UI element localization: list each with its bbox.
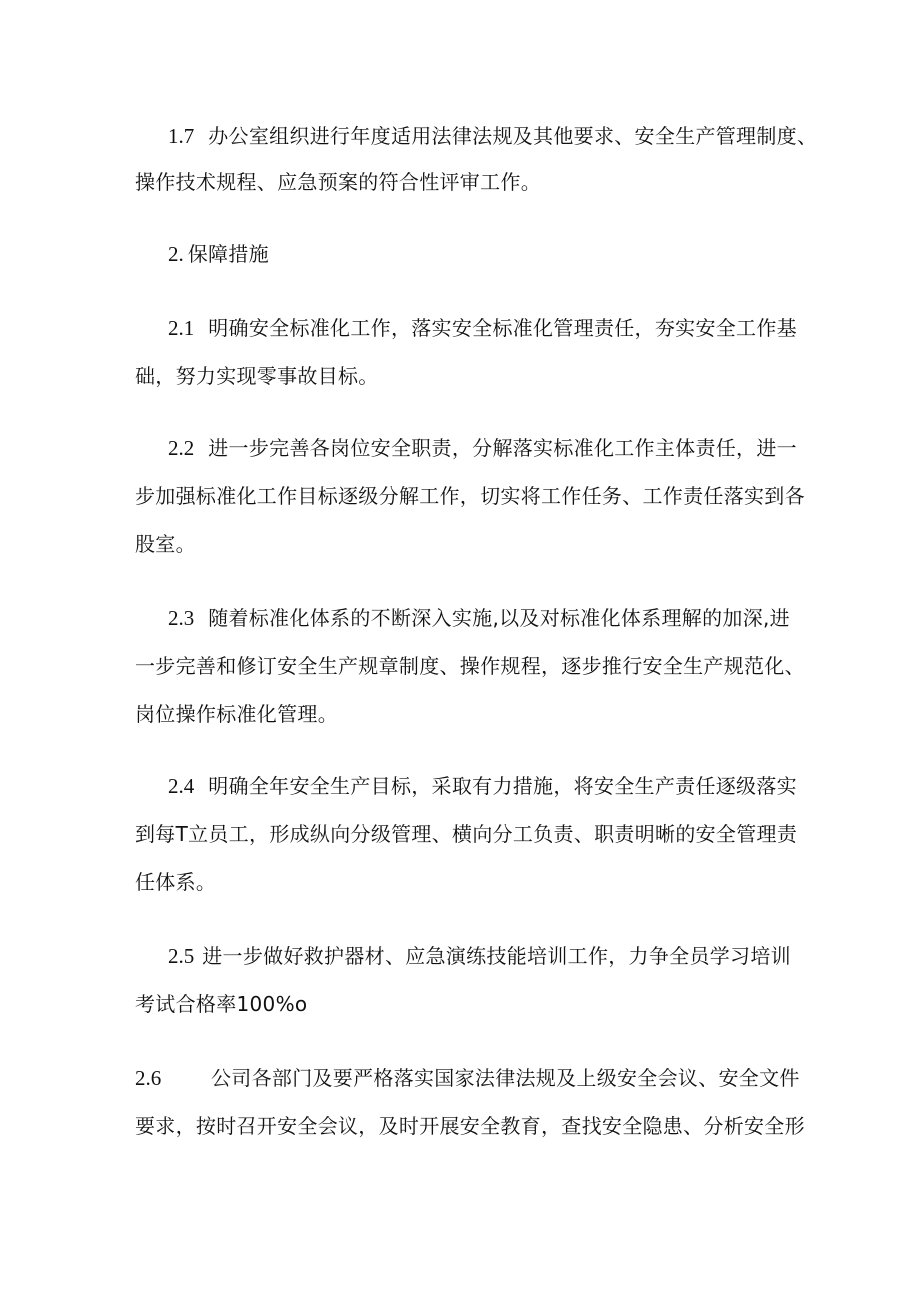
paragraph-2-1-line-2 (135, 362, 379, 390)
paragraph-text: 股室。 (135, 532, 196, 556)
section-number: 2.2 (168, 436, 195, 460)
paragraph-2-6-line-1 (135, 1064, 800, 1092)
section-number: 2.3 (168, 606, 195, 630)
paragraph-2-3-line-3 (135, 700, 338, 728)
paragraph-2-6-line-2 (135, 1112, 805, 1140)
paragraph-text: 进一步完善各岗位安全职责，分解落实标准化工作主体责任，进一 (208, 436, 797, 460)
paragraph-2-5-line-1 (168, 942, 791, 970)
section-number: 2. (168, 242, 184, 266)
paragraph-2-4-line-1 (168, 772, 797, 800)
paragraph-text: 明确全年安全生产目标，采取有力措施，将安全生产责任逐级落实 (208, 774, 797, 798)
heading-2 (168, 240, 269, 268)
paragraph-text: 随着标准化体系的不断深入实施,以及对标准化体系理解的加深,进 (208, 606, 790, 630)
paragraph-text: 步加强标准化工作目标逐级分解工作，切实将工作任务、工作责任落实到各 (135, 484, 805, 508)
paragraph-text: 考试合格率100%o (135, 992, 308, 1016)
paragraph-2-4-line-3 (135, 868, 216, 896)
paragraph-2-2-line-1 (168, 434, 797, 462)
paragraph-2-2-line-3 (135, 530, 196, 558)
paragraph-1-7-line-2 (135, 168, 541, 196)
paragraph-text: 一步完善和修订安全生产规章制度、操作规程，逐步推行安全生产规范化、 (135, 654, 805, 678)
section-number: 1.7 (168, 124, 195, 148)
section-number: 2.6 (135, 1066, 162, 1090)
paragraph-text: 础，努力实现零事故目标。 (135, 364, 379, 388)
paragraph-text: 任体系。 (135, 870, 217, 894)
paragraph-text: 进一步做好救护器材、应急演练技能培训工作，力争全员学习培训 (202, 944, 791, 968)
paragraph-text: 操作技术规程、应急预案的符合性评审工作。 (135, 170, 541, 194)
section-number: 2.4 (168, 774, 195, 798)
paragraph-text: 明确安全标准化工作，落实安全标准化管理责任，夯实安全工作基 (208, 316, 797, 340)
paragraph-text: 办公室组织进行年度适用法律法规及其他要求、安全生产管理制度、 (208, 124, 818, 148)
paragraph-2-5-line-2 (135, 990, 307, 1018)
paragraph-2-2-line-2 (135, 482, 805, 510)
paragraph-text: 到每T立员工，形成纵向分级管理、横向分工负责、职责明晰的安全管理责 (135, 822, 798, 846)
paragraph-text: 公司各部门及要严格落实国家法律法规及上级安全会议、安全文件 (211, 1066, 800, 1090)
paragraph-text: 要求，按时召开安全会议，及时开展安全教育，查找安全隐患、分析安全形 (135, 1114, 805, 1138)
paragraph-text: 岗位操作标准化管理。 (135, 702, 338, 726)
paragraph-2-3-line-2 (135, 652, 805, 680)
section-heading: 保障措施 (187, 242, 269, 266)
section-number: 2.1 (168, 316, 195, 340)
paragraph-2-3-line-1 (168, 604, 790, 632)
paragraph-2-1-line-1 (168, 314, 797, 342)
section-number: 2.5 (168, 944, 195, 968)
paragraph-2-4-line-2 (135, 820, 797, 848)
paragraph-1-7-line-1 (168, 122, 817, 150)
